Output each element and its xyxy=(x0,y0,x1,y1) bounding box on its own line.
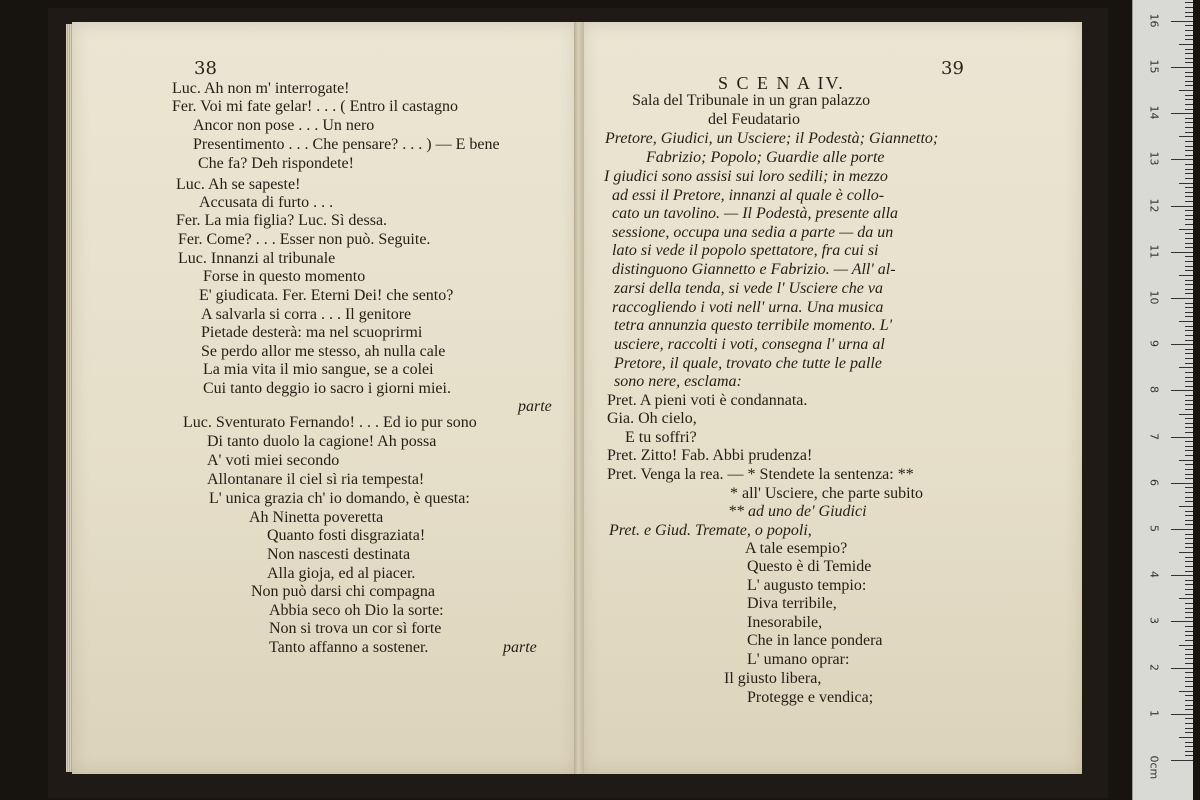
right-page-text-line: Pretore, Giudici, un Usciere; il Podestà; Giannetto; xyxy=(605,130,939,147)
right-page-text-line: sessione, occupa una sedia a parte — da un xyxy=(612,224,894,241)
ruler-tick xyxy=(1185,566,1193,567)
ruler-tick xyxy=(1185,589,1193,590)
ruler-tick xyxy=(1185,132,1193,133)
ruler-tick xyxy=(1185,571,1193,572)
ruler-tick xyxy=(1185,617,1193,618)
ruler-tick xyxy=(1185,538,1193,539)
ruler-tick xyxy=(1185,39,1193,40)
ruler-tick xyxy=(1185,118,1193,119)
right-page-text-line: usciere, raccolti i voti, consegna l' urna al xyxy=(614,336,885,353)
ruler-tick xyxy=(1185,608,1193,609)
ruler-tick xyxy=(1185,478,1193,479)
right-page-text-line: Questo è di Temide xyxy=(747,558,872,575)
ruler-tick xyxy=(1185,658,1193,659)
ruler-tick xyxy=(1185,700,1193,701)
right-page-text-line: * all' Usciere, che parte subito xyxy=(730,485,924,502)
left-page-text-line: Luc. Sventurato Fernando! . . . Ed io pur sono xyxy=(183,414,477,431)
left-page-text-line: A salvarla si corra . . . Il genitore xyxy=(201,306,412,323)
ruler-tick xyxy=(1179,275,1193,276)
ruler-tick xyxy=(1179,321,1193,322)
left-page-text-line: parte xyxy=(503,639,537,656)
ruler-tick xyxy=(1185,169,1193,170)
left-page-text-line: Forse in questo momento xyxy=(203,268,366,285)
ruler-tick xyxy=(1185,404,1193,405)
ruler-tick xyxy=(1185,280,1193,281)
right-page-text-line: Gia. Oh cielo, xyxy=(607,410,697,427)
ruler-tick xyxy=(1171,252,1193,253)
right-page-text-line: ad essi il Pretore, innanzi al quale è collo- xyxy=(612,187,885,204)
right-page-text-line: lato si vede il popolo spettatore, fra cui si xyxy=(612,242,879,259)
ruler-tick xyxy=(1185,85,1193,86)
ruler-tick xyxy=(1185,30,1193,31)
ruler-number: 6 xyxy=(1147,478,1161,486)
ruler-tick xyxy=(1185,580,1193,581)
ruler-tick xyxy=(1185,247,1193,248)
ruler-tick xyxy=(1185,187,1193,188)
ruler-tick xyxy=(1185,547,1193,548)
right-page-text-line: Pret. Zitto! Fab. Abbi prudenza! xyxy=(607,447,813,464)
ruler-number: 3 xyxy=(1147,617,1161,625)
ruler-tick xyxy=(1185,210,1193,211)
right-page-text-line: cato un tavolino. — Il Podestà, presente alla xyxy=(612,205,899,222)
ruler-tick xyxy=(1185,450,1193,451)
right-page-text-line: Che in lance pondera xyxy=(747,632,883,649)
ruler-tick xyxy=(1185,603,1193,604)
ruler-tick xyxy=(1179,506,1193,507)
ruler-tick xyxy=(1171,298,1193,299)
ruler-tick xyxy=(1171,113,1193,114)
ruler-tick xyxy=(1185,95,1193,96)
right-page-text-line: I giudici sono assisi sui loro sedili; in mezzo xyxy=(604,168,888,185)
ruler-tick xyxy=(1185,316,1193,317)
right-page-text-line: Fabrizio; Popolo; Guardie alle porte xyxy=(646,149,885,166)
left-page-text-line: Luc. Innanzi al tribunale xyxy=(178,250,336,267)
ruler-tick xyxy=(1185,681,1193,682)
ruler-tick xyxy=(1185,243,1193,244)
ruler-unit-label: 0cm xyxy=(1147,755,1161,780)
ruler-tick xyxy=(1185,201,1193,202)
ruler-tick xyxy=(1185,755,1193,756)
left-page-text-line: Fer. La mia figlia? Luc. Sì dessa. xyxy=(176,212,388,229)
ruler-tick xyxy=(1185,99,1193,100)
ruler-tick xyxy=(1179,737,1193,738)
ruler-tick xyxy=(1171,668,1193,669)
ruler-tick xyxy=(1185,649,1193,650)
ruler-tick xyxy=(1171,714,1193,715)
left-page-text-line: Luc. Ah se sapeste! xyxy=(176,176,301,193)
left-page-text-line: Se perdo allor me stesso, ah nulla cale xyxy=(201,343,446,360)
right-page-text-line: Inesorabile, xyxy=(747,614,823,631)
ruler-tick xyxy=(1185,515,1193,516)
right-page-text-line: S C E N A IV. xyxy=(718,73,845,93)
ruler-tick xyxy=(1185,705,1193,706)
ruler-tick xyxy=(1185,233,1193,234)
left-page-text-line: Accusata di furto . . . xyxy=(199,194,334,211)
ruler-tick xyxy=(1185,427,1193,428)
ruler-tick xyxy=(1185,709,1193,710)
ruler-tick xyxy=(1185,62,1193,63)
ruler-tick xyxy=(1185,612,1193,613)
right-page-text-line: Sala del Tribunale in un gran palazzo xyxy=(632,92,871,109)
ruler-tick xyxy=(1185,2,1193,3)
ruler-tick xyxy=(1179,136,1193,137)
ruler-tick xyxy=(1185,349,1193,350)
ruler-tick xyxy=(1185,256,1193,257)
ruler-tick xyxy=(1185,363,1193,364)
ruler-tick xyxy=(1185,219,1193,220)
ruler-tick xyxy=(1185,423,1193,424)
ruler-tick xyxy=(1179,44,1193,45)
ruler-tick xyxy=(1185,192,1193,193)
ruler-tick xyxy=(1185,381,1193,382)
ruler-tick xyxy=(1185,635,1193,636)
ruler-tick xyxy=(1185,270,1193,271)
left-page-text-line: Fer. Voi mi fate gelar! . . . ( Entro il castagno xyxy=(172,98,459,115)
ruler-tick xyxy=(1185,164,1193,165)
ruler-tick xyxy=(1185,654,1193,655)
page-number-left: 38 xyxy=(194,58,217,79)
ruler-tick xyxy=(1185,35,1193,36)
ruler-tick xyxy=(1185,746,1193,747)
left-page-text-line: parte xyxy=(518,398,552,415)
right-page-text-line: L' umano oprar: xyxy=(747,651,850,668)
measuring-ruler xyxy=(1132,0,1193,800)
right-page-text-line: zarsi della tenda, si vede l' Usciere che va xyxy=(614,280,883,297)
ruler-tick xyxy=(1185,224,1193,225)
left-page-text-line: Alla gioja, ed al piacer. xyxy=(267,565,416,582)
ruler-number: 15 xyxy=(1147,59,1161,74)
ruler-tick xyxy=(1185,497,1193,498)
ruler-tick xyxy=(1185,372,1193,373)
ruler-tick xyxy=(1185,520,1193,521)
ruler-tick xyxy=(1185,751,1193,752)
left-page-text-line: A' voti miei secondo xyxy=(207,452,340,469)
ruler-tick xyxy=(1185,695,1193,696)
right-page-text-line: A tale esempio? xyxy=(745,540,848,557)
ruler-tick xyxy=(1185,723,1193,724)
left-page-text-line: Tanto affanno a sostener. xyxy=(269,639,429,656)
ruler-tick xyxy=(1179,229,1193,230)
ruler-tick xyxy=(1185,58,1193,59)
ruler-tick xyxy=(1179,691,1193,692)
ruler-tick xyxy=(1179,598,1193,599)
ruler-tick xyxy=(1171,206,1193,207)
ruler-tick xyxy=(1185,16,1193,17)
ruler-tick xyxy=(1185,7,1193,8)
ruler-tick xyxy=(1185,395,1193,396)
ruler-tick xyxy=(1185,511,1193,512)
ruler-tick xyxy=(1185,104,1193,105)
ruler-tick xyxy=(1185,12,1193,13)
ruler-number: 16 xyxy=(1147,13,1161,28)
ruler-tick xyxy=(1171,621,1193,622)
ruler-tick xyxy=(1185,501,1193,502)
left-page-text-line: Abbia seco oh Dio la sorte: xyxy=(269,602,444,619)
right-page-text-line: Pret. A pieni voti è condannata. xyxy=(607,392,808,409)
ruler-number: 9 xyxy=(1147,340,1161,348)
right-page-text-line: del Feudatario xyxy=(708,111,800,128)
ruler-tick xyxy=(1171,529,1193,530)
ruler-tick xyxy=(1185,122,1193,123)
ruler-tick xyxy=(1185,446,1193,447)
ruler-tick xyxy=(1185,677,1193,678)
left-page-text-line: Non nascesti destinata xyxy=(267,546,411,563)
ruler-tick xyxy=(1185,326,1193,327)
ruler-tick xyxy=(1185,626,1193,627)
ruler-tick xyxy=(1185,146,1193,147)
ruler-tick xyxy=(1185,594,1193,595)
ruler-tick xyxy=(1185,386,1193,387)
ruler-tick xyxy=(1179,367,1193,368)
ruler-tick xyxy=(1185,81,1193,82)
left-page-text-line: Allontanare il ciel sì ria tempesta! xyxy=(207,471,425,488)
left-page-text-line: Pietade desterà: ma nel scuoprirmi xyxy=(201,324,423,341)
ruler-tick xyxy=(1185,732,1193,733)
ruler-number: 4 xyxy=(1147,571,1161,579)
ruler-number: 7 xyxy=(1147,432,1161,440)
ruler-number: 13 xyxy=(1147,151,1161,166)
left-page-text-line: Fer. Come? . . . Esser non può. Seguite. xyxy=(178,231,431,248)
ruler-tick xyxy=(1185,155,1193,156)
ruler-tick xyxy=(1185,150,1193,151)
ruler-number: 14 xyxy=(1147,105,1161,120)
ruler-tick xyxy=(1185,72,1193,73)
ruler-tick xyxy=(1185,400,1193,401)
ruler-tick xyxy=(1185,178,1193,179)
left-page-text-line: Quanto fosti disgraziata! xyxy=(267,527,426,544)
ruler-tick xyxy=(1185,640,1193,641)
ruler-tick xyxy=(1185,261,1193,262)
ruler-tick xyxy=(1185,358,1193,359)
ruler-tick xyxy=(1171,21,1193,22)
right-page-text-line: sono nere, esclama: xyxy=(614,373,742,390)
ruler-tick xyxy=(1179,414,1193,415)
page-number-right: 39 xyxy=(941,58,964,79)
ruler-tick xyxy=(1185,487,1193,488)
ruler-tick xyxy=(1185,109,1193,110)
ruler-tick xyxy=(1185,335,1193,336)
ruler-tick xyxy=(1185,141,1193,142)
right-page-text-line: raccogliendo i voti nell' urna. Una musica xyxy=(612,299,884,316)
ruler-tick xyxy=(1185,312,1193,313)
right-page-text-line: distinguono Giannetto e Fabrizio. — All' al- xyxy=(612,261,896,278)
ruler-tick xyxy=(1185,173,1193,174)
ruler-tick xyxy=(1185,492,1193,493)
right-page-text-line: Il giusto libera, xyxy=(724,670,822,687)
ruler-tick xyxy=(1185,418,1193,419)
ruler-tick xyxy=(1185,340,1193,341)
ruler-tick xyxy=(1185,557,1193,558)
left-page-text-line: La mia vita il mio sangue, se a colei xyxy=(203,361,434,378)
right-page-text-line: tetra annunzia questo terribile momento. L' xyxy=(614,317,893,334)
ruler-tick xyxy=(1171,344,1193,345)
ruler-number: 1 xyxy=(1147,709,1161,717)
left-page-text-line: Presentimento . . . Che pensare? . . . ) — E bene xyxy=(193,136,500,153)
ruler-tick xyxy=(1185,672,1193,673)
ruler-number: 5 xyxy=(1147,525,1161,532)
ruler-tick xyxy=(1185,196,1193,197)
book-gutter xyxy=(574,22,584,774)
ruler-tick xyxy=(1185,377,1193,378)
ruler-tick xyxy=(1185,742,1193,743)
ruler-tick xyxy=(1185,474,1193,475)
ruler-tick xyxy=(1185,663,1193,664)
ruler-tick xyxy=(1185,561,1193,562)
left-page-text-line: L' unica grazia ch' io domando, è questa: xyxy=(209,490,470,507)
ruler-tick xyxy=(1171,390,1193,391)
ruler-tick xyxy=(1185,76,1193,77)
ruler-tick xyxy=(1185,49,1193,50)
ruler-tick xyxy=(1185,631,1193,632)
ruler-tick xyxy=(1185,284,1193,285)
ruler-tick xyxy=(1171,159,1193,160)
ruler-number: 8 xyxy=(1147,386,1161,394)
ruler-tick xyxy=(1185,534,1193,535)
ruler-number: 11 xyxy=(1147,244,1161,259)
ruler-tick xyxy=(1185,330,1193,331)
ruler-tick xyxy=(1171,575,1193,576)
left-page-text-line: E' giudicata. Fer. Eterni Dei! che sento? xyxy=(199,287,454,304)
ruler-tick xyxy=(1185,686,1193,687)
ruler-tick xyxy=(1185,464,1193,465)
ruler-tick xyxy=(1179,90,1193,91)
right-page-text-line: Protegge e vendica; xyxy=(747,689,874,706)
ruler-tick xyxy=(1185,238,1193,239)
left-page-text-line: Di tanto duolo la cagione! Ah possa xyxy=(207,433,437,450)
ruler-tick xyxy=(1185,303,1193,304)
left-page-text-line: Non può darsi chi compagna xyxy=(251,583,435,600)
ruler-tick xyxy=(1171,67,1193,68)
right-page-text-line: Pretore, il quale, trovato che tutte le palle xyxy=(614,355,882,372)
ruler-number: 10 xyxy=(1147,290,1161,305)
ruler-tick xyxy=(1179,183,1193,184)
right-page-text-line: E tu soffri? xyxy=(625,429,697,446)
left-page-text-line: Non si trova un cor sì forte xyxy=(269,620,442,637)
right-page-text-line: Pret. e Giud. Tremate, o popoli, xyxy=(609,522,812,539)
left-page-text-line: Ancor non pose . . . Un nero xyxy=(193,117,375,134)
ruler-number: 12 xyxy=(1147,198,1161,213)
ruler-tick xyxy=(1171,483,1193,484)
ruler-tick xyxy=(1185,524,1193,525)
ruler-tick xyxy=(1185,543,1193,544)
ruler-tick xyxy=(1185,353,1193,354)
ruler-tick xyxy=(1185,441,1193,442)
ruler-tick xyxy=(1185,728,1193,729)
ruler-tick xyxy=(1171,437,1193,438)
ruler-tick xyxy=(1185,266,1193,267)
ruler-tick xyxy=(1185,215,1193,216)
ruler-tick xyxy=(1171,760,1193,761)
ruler-tick xyxy=(1185,432,1193,433)
right-page-text-line: L' augusto tempio: xyxy=(747,577,867,594)
ruler-tick xyxy=(1185,584,1193,585)
ruler-tick xyxy=(1185,289,1193,290)
left-page-text-line: Che fa? Deh rispondete! xyxy=(198,155,354,172)
ruler-tick xyxy=(1179,552,1193,553)
ruler-tick xyxy=(1185,53,1193,54)
ruler-tick xyxy=(1185,127,1193,128)
left-page-text-line: Luc. Ah non m' interrogate! xyxy=(172,80,350,97)
left-page-text-line: Cui tanto deggio io sacro i giorni miei. xyxy=(203,380,451,397)
right-page-text-line: Pret. Venga la rea. — * Stendete la sentenza: ** xyxy=(607,466,914,483)
ruler-tick xyxy=(1179,645,1193,646)
ruler-tick xyxy=(1185,469,1193,470)
ruler-tick xyxy=(1185,409,1193,410)
right-page-text-line: ** ad uno de' Giudici xyxy=(728,503,867,520)
ruler-tick xyxy=(1185,718,1193,719)
ruler-tick xyxy=(1185,25,1193,26)
ruler-tick xyxy=(1185,455,1193,456)
ruler-tick xyxy=(1179,460,1193,461)
right-page-text-line: Diva terribile, xyxy=(747,595,837,612)
ruler-number: 2 xyxy=(1147,663,1161,671)
ruler-tick xyxy=(1185,307,1193,308)
left-page-text-line: Ah Ninetta poveretta xyxy=(249,509,384,526)
ruler-tick xyxy=(1185,293,1193,294)
